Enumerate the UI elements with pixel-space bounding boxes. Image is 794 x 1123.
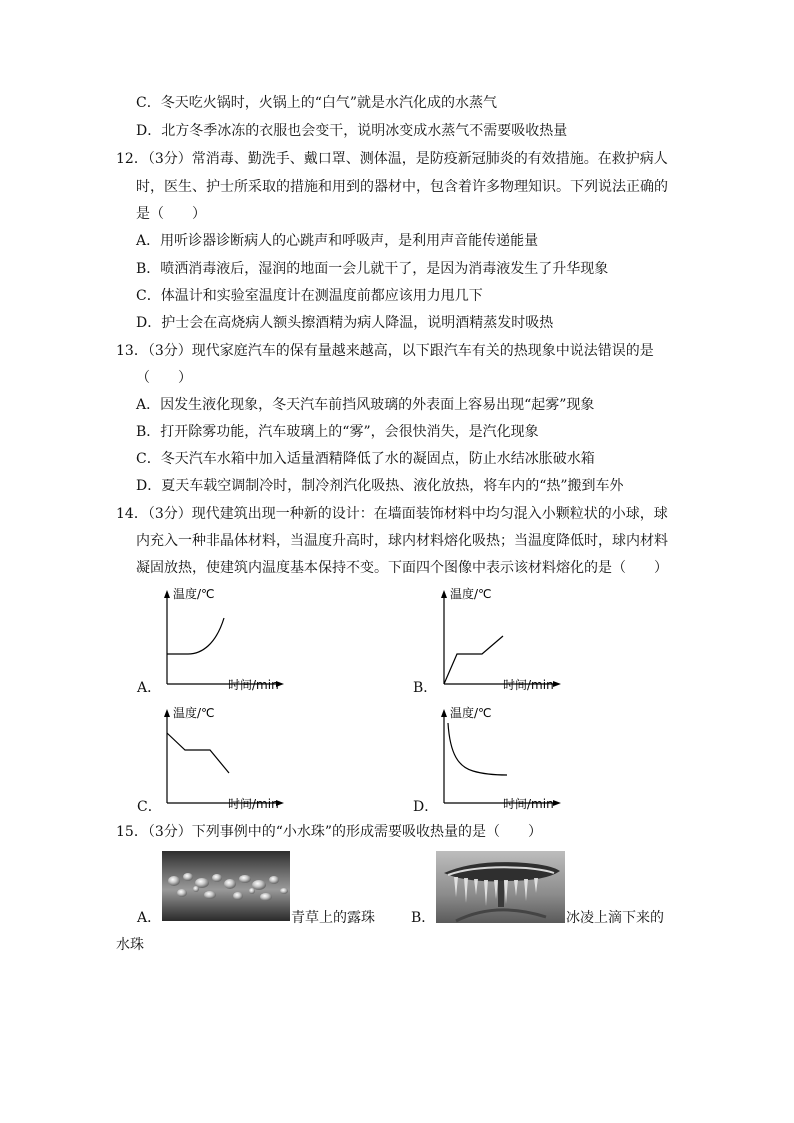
graph-b — [417, 586, 577, 696]
q12-stem-line3: 是（ ） — [136, 206, 206, 222]
graph-d-letter: D． — [413, 799, 439, 815]
q15-option-b-letter: B． — [411, 910, 436, 926]
q12-option-a: A．用听诊器诊断病人的心跳声和呼吸声，是利用声音能传递能量 — [136, 233, 539, 249]
q11-option-d: D．北方冬季冰冻的衣服也会变干，说明冰变成水蒸气不需要吸收热量 — [136, 123, 568, 139]
graph-a-xlabel: 时间/min — [228, 678, 279, 692]
graph-b-letter: B． — [413, 680, 438, 696]
q13-option-d: D．夏天车载空调制冷时，制冷剂汽化吸热、液化放热，将车内的“热”搬到车外 — [136, 478, 624, 494]
q12-option-c: C．体温计和实验室温度计在测温度前都应该用力甩几下 — [136, 288, 483, 304]
q12-option-b: B．喷洒消毒液后，湿润的地面一会儿就干了，是因为消毒液发生了升华现象 — [136, 261, 609, 277]
graph-b-xlabel: 时间/min — [503, 678, 554, 692]
q14-stem-line3: 凝固放热，使建筑内温度基本保持不变。下面四个图像中表示该材料熔化的是（ ） — [136, 560, 668, 576]
graph-b-ylabel: 温度/℃ — [450, 587, 492, 601]
q13-stem-line2: （ ） — [136, 370, 192, 386]
q11-option-c: C．冬天吃火锅时，火锅上的“白气”就是水汽化成的水蒸气 — [136, 95, 498, 111]
q14-stem-line2: 内充入一种非晶体材料，当温度升高时，球内材料熔化吸热；当温度降低时，球内材料 — [136, 533, 668, 549]
graph-c-ylabel: 温度/℃ — [173, 706, 215, 720]
graph-c — [140, 705, 300, 815]
q15-option-a-caption: 青草上的露珠 — [291, 910, 375, 926]
q13-option-b: B．打开除雾功能，汽车玻璃上的“雾”，会很快消失，是汽化现象 — [136, 424, 539, 440]
q13-option-a: A．因发生液化现象，冬天汽车前挡风玻璃的外表面上容易出现“起雾”现象 — [136, 397, 595, 413]
graph-d — [417, 705, 577, 815]
graph-a-ylabel: 温度/℃ — [173, 587, 215, 601]
q13-stem-line1: 13．（3分）现代家庭汽车的保有量越来越高，以下跟汽车有关的热现象中说法错误的是 — [116, 343, 654, 359]
graph-d-ylabel: 温度/℃ — [450, 706, 492, 720]
dew-photo — [162, 851, 290, 921]
q12-option-d: D．护士会在高烧病人额头擦酒精为病人降温，说明酒精蒸发时吸热 — [136, 315, 554, 331]
q15-option-a-letter: A． — [137, 910, 162, 926]
graph-d-xlabel: 时间/min — [503, 797, 554, 811]
q15-stem: 15．（3分）下列事例中的“小水珠”的形成需要吸收热量的是（ ） — [116, 824, 543, 840]
graph-c-letter: C． — [137, 799, 162, 815]
q13-option-c: C．冬天汽车水箱中加入适量酒精降低了水的凝固点，防止水结冰胀破水箱 — [136, 451, 595, 467]
q12-stem-line1: 12．（3分）常消毒、勤洗手、戴口罩、测体温，是防疫新冠肺炎的有效措施。在救护病人 — [116, 151, 668, 167]
q12-stem-line2: 时，医生、护士所采取的措施和用到的器材中，包含着许多物理知识。下列说法正确的 — [136, 179, 668, 195]
graph-c-xlabel: 时间/min — [228, 797, 279, 811]
q14-stem-line1: 14．（3分）现代建筑出现一种新的设计：在墙面装饰材料中均匀混入小颗粒状的小球，球 — [116, 506, 668, 522]
q15-option-b-caption: 冰凌上滴下来的 — [566, 910, 664, 926]
graph-a — [140, 586, 300, 696]
graph-a-letter: A． — [137, 680, 162, 696]
icicle-photo — [436, 851, 565, 923]
q15-option-b-caption-wrap: 水珠 — [116, 937, 144, 953]
